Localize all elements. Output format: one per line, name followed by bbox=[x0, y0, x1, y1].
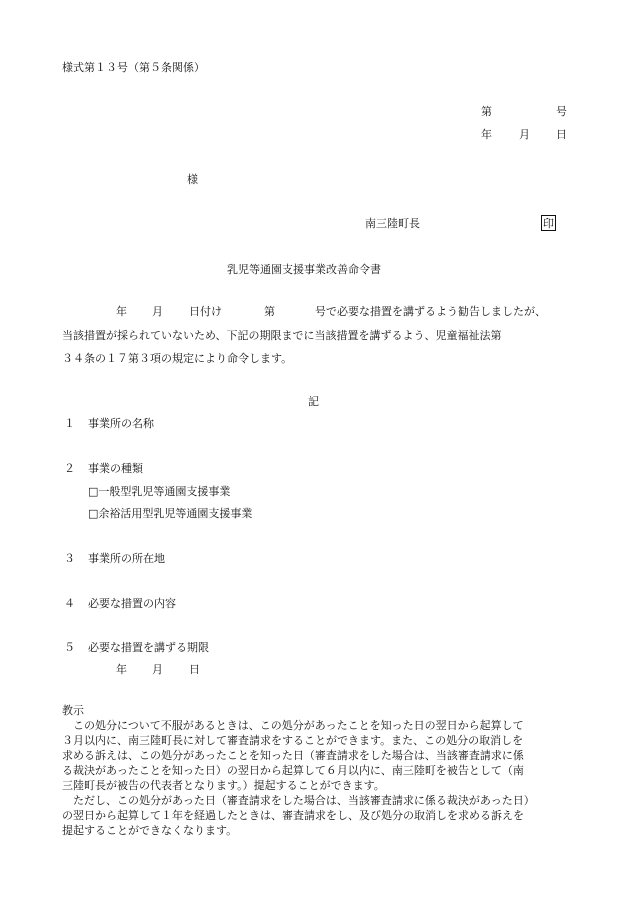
notice-line-6: ただし、この処分があった日（審査請求をした場合は、当該審査請求に係る裁決があった日） bbox=[73, 794, 535, 807]
body-line1-month: 月 bbox=[152, 305, 163, 318]
notice-line-3: 求める訴えは、この処分があったことを知った日（審査請求をした場合は、当該審査請求に係 bbox=[62, 749, 524, 762]
notice-line-7: の翌日から起算して１年を経過したときは、審査請求をし、及び処分の取消しを求める訴えを bbox=[62, 809, 524, 822]
body-line1-no-prefix: 第 bbox=[264, 305, 275, 318]
document-number-suffix: 号 bbox=[556, 105, 567, 118]
notice-line-5: 三陸町長が被告の代表者となります。）提起することができます。 bbox=[62, 779, 385, 792]
notice-line-4: る裁決があったことを知った日）の翌日から起算して６月以内に、南三陸町を被告として（南 bbox=[62, 764, 524, 777]
form-number: 様式第１３号（第５条関係） bbox=[62, 61, 205, 74]
body-line1-year: 年 bbox=[116, 305, 127, 318]
body-line2: 当該措置が採られていないため、下記の期限までに当該措置を講ずるよう、児童福祉法第 bbox=[62, 329, 502, 342]
item2-option-general: □一般型乳児等通園支援事業 bbox=[88, 485, 231, 498]
date-month: 月 bbox=[519, 128, 530, 141]
item5-day: 日 bbox=[189, 663, 200, 676]
document-title: 乳児等通園支援事業改善命令書 bbox=[227, 263, 381, 276]
body-line1-text: 号で必要な措置を講ずるよう勧告しましたが、 bbox=[315, 305, 546, 318]
item4-label: 必要な措置の内容 bbox=[88, 597, 176, 610]
item5-number: ５ bbox=[64, 641, 75, 654]
item3-number: ３ bbox=[64, 552, 75, 565]
item5-year: 年 bbox=[116, 663, 127, 676]
notice-heading: 教示 bbox=[62, 704, 84, 717]
issuer-name: 南三陸町長 bbox=[365, 217, 420, 230]
item3-label: 事業所の所在地 bbox=[88, 552, 165, 565]
date-day: 日 bbox=[556, 128, 567, 141]
item1-number: １ bbox=[64, 417, 75, 430]
item2-option-surplus: □余裕活用型乳児等通園支援事業 bbox=[88, 507, 253, 520]
body-line3: ３４条の１７第３項の規定により命令します。 bbox=[62, 352, 293, 365]
seal-mark bbox=[541, 215, 556, 231]
notice-line-8: 提起することができなくなります。 bbox=[62, 824, 238, 837]
body-line1-dated: 日付け bbox=[189, 305, 222, 318]
addressee-suffix: 様 bbox=[187, 173, 198, 186]
item1-label: 事業所の名称 bbox=[88, 417, 154, 430]
item2-label: 事業の種類 bbox=[88, 462, 143, 475]
notice-line-2: ３月以内に、南三陸町長に対して審査請求をすることができます。また、この処分の取消しを bbox=[62, 734, 524, 747]
item5-label: 必要な措置を講ずる期限 bbox=[88, 641, 209, 654]
ki-heading: 記 bbox=[308, 395, 319, 408]
notice-line-1: この処分について不服があるときは、この処分があったことを知った日の翌日から起算して bbox=[73, 719, 524, 732]
document-number-prefix: 第 bbox=[481, 105, 492, 118]
item5-month: 月 bbox=[152, 663, 163, 676]
item4-number: ４ bbox=[64, 597, 75, 610]
item2-number: ２ bbox=[64, 462, 75, 475]
date-year: 年 bbox=[481, 128, 492, 141]
seal-text: 印 bbox=[543, 217, 554, 230]
